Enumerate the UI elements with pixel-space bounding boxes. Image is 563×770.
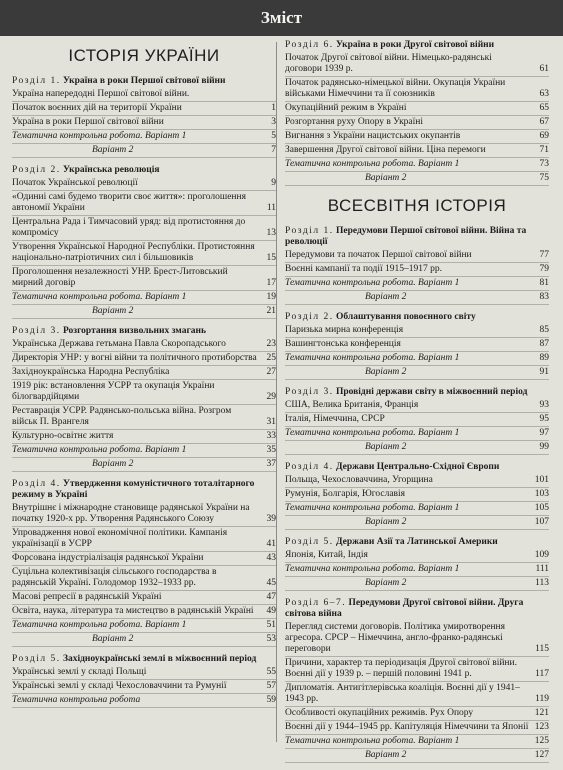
toc-entry[interactable] [12, 177, 276, 191]
toc-entry-title: «Одиниі самі будемо творити своє життя»: проголошення автономії України [12, 192, 246, 213]
chapter-number: Розділ 2. [285, 312, 334, 322]
toc-entry-title: Тематична контрольна робота. Варіант 1 [285, 353, 460, 363]
toc-entry-title: Варіант 2 [365, 173, 407, 183]
toc-entry-title: Реставрація УСРР. Радянсько-польська війна. Розгром військ П. Врангеля [12, 406, 232, 427]
chapter [285, 226, 549, 305]
toc-entry[interactable] [285, 735, 549, 749]
toc-entry-page: 107 [534, 517, 549, 527]
toc-entry[interactable] [12, 102, 276, 116]
toc-entry-page: 95 [539, 414, 549, 424]
toc-entry[interactable] [285, 324, 549, 338]
toc-entry-page: 71 [539, 145, 549, 155]
toc-entry-title: Варіант 2 [365, 578, 407, 588]
toc-entry[interactable] [285, 502, 549, 516]
toc-entry[interactable] [12, 352, 276, 366]
chapter-heading [285, 312, 549, 323]
toc-entry[interactable] [12, 291, 276, 305]
toc-entry-title: Тематична контрольна робота. Варіант 1 [12, 131, 187, 141]
toc-entry[interactable] [285, 657, 549, 682]
toc-entry-page: 23 [266, 339, 276, 349]
chapter [285, 40, 549, 186]
toc-entry-page: 31 [266, 417, 276, 427]
toc-entry-page: 75 [539, 173, 549, 183]
toc-entry-page: 29 [266, 392, 276, 402]
chapter-number: Розділ 5. [285, 537, 334, 547]
toc-entry-title: Вигнання з України нацистських окупантів [285, 131, 461, 141]
toc-entry-title: Тематична контрольна робота [12, 695, 141, 705]
toc-entry-title: Дипломатія. Антигітлерівська коаліція. Воєнні дії у 1941–1943 рр. [285, 683, 520, 704]
toc-entry-page: 21 [266, 306, 276, 316]
toc-entry-page: 73 [539, 159, 549, 169]
chapter-heading [285, 226, 549, 248]
toc-entry[interactable] [285, 277, 549, 291]
chapter-heading [285, 598, 549, 620]
toc-entry[interactable] [285, 516, 549, 530]
toc-entry[interactable] [12, 605, 276, 619]
toc-entry[interactable] [285, 144, 549, 158]
chapter-heading [12, 654, 276, 665]
toc-entry-page: 39 [266, 514, 276, 524]
toc-entry-title: Тематична контрольна робота. Варіант 1 [285, 503, 460, 513]
chapter-heading [12, 76, 276, 87]
toc-entry[interactable] [12, 338, 276, 352]
toc-entry[interactable] [285, 338, 549, 352]
toc-entry[interactable] [285, 172, 549, 186]
toc-entry-page: 111 [535, 564, 549, 574]
toc-entry-title: Паризька мирна конференція [285, 325, 404, 335]
chapter-title: Передумови Першої світової війни. Війна та революції [285, 226, 527, 247]
toc-entry[interactable] [12, 305, 276, 319]
toc-entry-page: 59 [266, 695, 276, 705]
toc-entry-title: Початок радянсько-німецької війни. Окупація України військами Німеччини та її союзників [285, 78, 506, 99]
toc-entry-title: Українська Держава гетьмана Павла Скоропадського [12, 339, 226, 349]
toc-entry-page: 109 [534, 550, 549, 560]
toc-entry-page: 9 [271, 178, 276, 188]
toc-entry-title: Тематична контрольна робота. Варіант 1 [285, 564, 460, 574]
toc-entry[interactable] [285, 682, 549, 707]
toc-entry-title: Проголошення незалежності УНР. Брест-Литовський мирний договір [12, 267, 228, 288]
toc-entry-page: 77 [539, 250, 549, 260]
toc-entry[interactable] [12, 241, 276, 266]
toc-entry-title: Україна в роки Першої світової війни [12, 117, 164, 127]
column-divider [276, 42, 277, 742]
toc-entry-title: США, Велика Британія, Франція [285, 400, 419, 410]
toc-entry-page: 79 [539, 264, 549, 274]
toc-entry-title: Варіант 2 [365, 442, 407, 452]
toc-entry[interactable] [285, 249, 549, 263]
toc-entry-page: 101 [534, 475, 549, 485]
chapter-number: Розділ 1. [285, 226, 334, 236]
toc-entry[interactable] [12, 130, 276, 144]
toc-entry-title: Тематична контрольна робота. Варіант 1 [285, 159, 460, 169]
toc-entry-title: Західноукраїнська Народна Республіка [12, 367, 170, 377]
chapter-title: Передумови Другої світової війни. Друга світова війна [285, 598, 524, 619]
chapter-number: Розділ 5. [12, 654, 61, 664]
toc-entry-page: 105 [534, 503, 549, 513]
toc-entry-title: Україна напередодні Першої світової війни. [12, 89, 190, 99]
toc-entry-title: Варіант 2 [92, 306, 134, 316]
toc-entry-page: 37 [266, 459, 276, 469]
toc-entry-page: 91 [539, 367, 549, 377]
toc-entry-title: Тематична контрольна робота. Варіант 1 [12, 292, 187, 302]
toc-entry[interactable] [12, 430, 276, 444]
page-header [0, 0, 563, 36]
toc-entry-title: Внутрішнє і міжнародне становище радянської України на початку 1920-х рр. Утворення Радянського Союзу [12, 503, 250, 524]
toc-entry-title: Культурно-освітнє життя [12, 431, 114, 441]
toc-entry-title: Тематична контрольна робота. Варіант 1 [285, 278, 460, 288]
chapter [285, 537, 549, 591]
toc-entry-title: Вашингтонська конференція [285, 339, 401, 349]
toc-entry-page: 115 [535, 644, 549, 654]
toc-entry[interactable] [12, 405, 276, 430]
toc-entry-page: 53 [266, 634, 276, 644]
toc-entry[interactable] [285, 707, 549, 721]
toc-entry-page: 35 [266, 445, 276, 455]
toc-entry[interactable] [12, 502, 276, 527]
right-column [285, 40, 549, 770]
chapter-heading [285, 387, 549, 398]
chapter-heading [285, 462, 549, 473]
toc-entry[interactable] [285, 263, 549, 277]
toc-entry[interactable] [12, 591, 276, 605]
chapter-title: Розгортання визвольних змагань [62, 326, 207, 336]
toc-entry[interactable] [12, 88, 276, 102]
toc-entry[interactable] [12, 380, 276, 405]
toc-entry-title: Варіант 2 [92, 459, 134, 469]
toc-entry-page: 57 [266, 681, 276, 691]
toc-entry[interactable] [12, 444, 276, 458]
toc-entry-page: 93 [539, 400, 549, 410]
toc-entry-title: Центральна Рада і Тимчасовий уряд: від протистояння до компромісу [12, 217, 246, 238]
toc-entry[interactable] [12, 144, 276, 158]
toc-entry[interactable] [285, 563, 549, 577]
toc-entry-page: 3 [271, 117, 276, 127]
toc-entry-page: 25 [266, 353, 276, 363]
chapter-number: Розділ 4. [285, 462, 334, 472]
chapter-title: Українська революція [62, 165, 160, 175]
toc-entry-title: Варіант 2 [92, 634, 134, 644]
chapter-title: Україна в роки Першої світової війни [62, 76, 226, 86]
toc-entry-page: 97 [539, 428, 549, 438]
toc-entry-page: 65 [539, 103, 549, 113]
toc-entry-page: 69 [539, 131, 549, 141]
section-heading-history-ukraine: ІСТОРІЯ УКРАЇНИ [68, 46, 220, 65]
toc-entry[interactable] [12, 458, 276, 472]
toc-entry-title: Українські землі у складі Чехословаччини та Румунії [12, 681, 227, 691]
toc-entry-page: 47 [266, 592, 276, 602]
toc-entry-page: 13 [266, 228, 276, 238]
toc-entry-page: 113 [535, 578, 549, 588]
toc-entry[interactable] [285, 441, 549, 455]
toc-entry-page: 125 [534, 736, 549, 746]
toc-entry-page: 45 [266, 578, 276, 588]
toc-entry-page: 43 [266, 553, 276, 563]
toc-entry-title: Окупаційний режим в Україні [285, 103, 407, 113]
toc-entry-title: Початок воєнних дій на території України [12, 103, 182, 113]
toc-entry[interactable] [12, 694, 276, 708]
toc-entry[interactable] [12, 633, 276, 647]
toc-entry[interactable] [285, 366, 549, 380]
toc-entry[interactable] [285, 130, 549, 144]
toc-entry-page: 117 [535, 669, 549, 679]
toc-entry-title: Варіант 2 [92, 145, 134, 155]
chapter-number: Розділ 4. [12, 479, 61, 489]
toc-entry-title: Тематична контрольна робота. Варіант 1 [285, 736, 460, 746]
chapter [12, 654, 276, 708]
chapter-number: Розділ 6. [285, 40, 334, 50]
toc-entry-title: Початок Другої світової війни. Німецько-радянські договори 1939 р. [285, 53, 492, 74]
chapter-number: Розділ 3. [12, 326, 61, 336]
toc-entry-page: 67 [539, 117, 549, 127]
toc-entry[interactable] [12, 666, 276, 680]
toc-entry[interactable] [12, 552, 276, 566]
toc-entry[interactable] [285, 488, 549, 502]
toc-entry[interactable] [12, 116, 276, 130]
toc-entry[interactable] [285, 721, 549, 735]
toc-entry-title: Причини, характер та періодизація Другої світової війни. Воєнні дії у 1939 р. – першій половині 1941 р. [285, 658, 517, 679]
chapter-heading [285, 537, 549, 548]
toc-entry[interactable] [12, 619, 276, 633]
toc-entry-page: 85 [539, 325, 549, 335]
toc-entry[interactable] [285, 427, 549, 441]
toc-entry[interactable] [12, 191, 276, 216]
toc-entry-title: Особливості окупаційних режимів. Рух Опору [285, 708, 474, 718]
toc-entry-title: Розгортання руху Опору в Україні [285, 117, 424, 127]
toc-entry-page: 19 [266, 292, 276, 302]
toc-entry-page: 5 [271, 131, 276, 141]
toc-entry-page: 11 [266, 203, 276, 213]
chapter [12, 165, 276, 319]
toc-entry[interactable] [285, 291, 549, 305]
toc-entry-page: 103 [534, 489, 549, 499]
toc-entry[interactable] [12, 527, 276, 552]
chapter-number: Розділ 6–7. [285, 598, 347, 608]
toc-entry-title: Форсована індустріалізація радянської України [12, 553, 204, 563]
toc-entry-title: Варіант 2 [365, 367, 407, 377]
toc-entry[interactable] [285, 77, 549, 102]
toc-entry-title: Упровадження нової економічної політики. Кампанія українізації в УСРР [12, 528, 228, 549]
toc-entry-page: 83 [539, 292, 549, 302]
toc-entry[interactable] [285, 102, 549, 116]
toc-entry-title: Варіант 2 [365, 517, 407, 527]
chapter [285, 387, 549, 455]
chapter-heading [285, 40, 549, 51]
toc-entry-title: Освіта, наука, література та мистецтво в радянській Україні [12, 606, 254, 616]
toc-entry-page: 87 [539, 339, 549, 349]
section-heading-world-history: ВСЕСВІТНЯ ІСТОРІЯ [327, 196, 507, 215]
right-chapters [285, 226, 549, 763]
toc-entry[interactable] [285, 413, 549, 427]
toc-entry[interactable] [285, 577, 549, 591]
chapter [285, 312, 549, 380]
toc-entry-page: 81 [539, 278, 549, 288]
toc-entry-page: 1 [271, 103, 276, 113]
toc-entry[interactable] [285, 399, 549, 413]
toc-entry-page: 7 [271, 145, 276, 155]
toc-entry-title: Варіант 2 [365, 750, 407, 760]
toc-entry[interactable] [285, 549, 549, 563]
toc-entry-title: Тематична контрольна робота. Варіант 1 [12, 445, 187, 455]
toc-entry-title: Польща, Чехословаччина, Угорщина [285, 475, 433, 485]
toc-entry[interactable] [285, 621, 549, 657]
chapter-title: Провідні держави світу в міжвоєнний період [335, 387, 528, 397]
toc-entry-page: 63 [539, 89, 549, 99]
toc-entry-title: Завершення Другої світової війни. Ціна перемоги [285, 145, 486, 155]
toc-entry[interactable] [12, 566, 276, 591]
toc-entry[interactable] [285, 52, 549, 77]
toc-entry-title: Італія, Німеччина, СРСР [285, 414, 385, 424]
toc-entry-page: 127 [534, 750, 549, 760]
left-column [12, 40, 276, 715]
toc-entry[interactable] [12, 216, 276, 241]
chapter [285, 598, 549, 763]
chapter-heading [12, 165, 276, 176]
toc-entry-page: 99 [539, 442, 549, 452]
toc-entry-title: Суцільна колективізація сільського господарства в радянській Україні. Голодомор 1932–1933 рр. [12, 567, 217, 588]
toc-entry[interactable] [285, 116, 549, 130]
chapter-heading [12, 326, 276, 337]
chapter [12, 479, 276, 647]
toc-entry-page: 119 [535, 694, 549, 704]
toc-entry[interactable] [12, 266, 276, 291]
toc-entry-title: Перегляд системи договорів. Політика умиротворення агресора. СРСР – Німеччина, англо-франко-радянські переговори [285, 622, 506, 654]
left-chapters [12, 76, 276, 708]
chapter-number: Розділ 1. [12, 76, 61, 86]
toc-entry-title: Масові репресії в радянській Україні [12, 592, 162, 602]
chapter [285, 462, 549, 530]
toc-entry[interactable] [285, 749, 549, 763]
toc-entry-page: 41 [266, 539, 276, 549]
chapter [12, 326, 276, 472]
toc-entry-title: Утворення Української Народної Республіки. Протистояння національно-патріотичних сил і більшовиків [12, 242, 255, 263]
toc-entry-page: 61 [539, 64, 549, 74]
chapter-heading [12, 479, 276, 501]
toc-entry-page: 15 [266, 253, 276, 263]
chapter-title: Держави Азії та Латинської Америки [335, 537, 498, 547]
toc-entry-page: 123 [534, 722, 549, 732]
toc-entry-page: 27 [266, 367, 276, 377]
toc-entry[interactable] [285, 474, 549, 488]
toc-entry-title: Румунія, Болгарія, Югославія [285, 489, 406, 499]
chapter [12, 76, 276, 158]
toc-entry-title: 1919 рік: встановлення УСРР та окупація України білогвардійцями [12, 381, 215, 402]
chapter-title: Утвердження комуністичного тоталітарного режиму в Україні [12, 479, 255, 500]
toc-entry-title: Воєнні кампанії та події 1915–1917 рр. [285, 264, 442, 274]
toc-entry[interactable] [285, 352, 549, 366]
toc-entry-page: 89 [539, 353, 549, 363]
toc-entry[interactable] [12, 366, 276, 380]
toc-entry-page: 49 [266, 606, 276, 616]
chapter-title: Україна в роки Другої світової війни [335, 40, 495, 50]
toc-entry-title: Тематична контрольна робота. Варіант 1 [12, 620, 187, 630]
toc-entry[interactable] [285, 158, 549, 172]
toc-entry-page: 121 [534, 708, 549, 718]
toc-entry-title: Директорія УНР: у вогні війни та політичного протиборства [12, 353, 257, 363]
chapter-title: Західноукраїнські землі в міжвоєнний період [62, 654, 257, 664]
toc-entry-page: 55 [266, 667, 276, 677]
toc-entry-title: Тематична контрольна робота. Варіант 1 [285, 428, 460, 438]
toc-entry-title: Передумови та початок Першої світової війни [285, 250, 472, 260]
right-chapters-top [285, 40, 549, 186]
toc-entry-page: 51 [266, 620, 276, 630]
page-title: Зміст [260, 8, 303, 27]
chapter-number: Розділ 3. [285, 387, 334, 397]
toc-entry-title: Японія, Китай, Індія [285, 550, 368, 560]
toc-entry-page: 33 [266, 431, 276, 441]
toc-entry-title: Варіант 2 [365, 292, 407, 302]
toc-entry-title: Воєнні дії у 1944–1945 рр. Капітуляція Німеччини та Японії [285, 722, 529, 732]
toc-entry[interactable] [12, 680, 276, 694]
toc-entry-title: Українські землі у складі Польщі [12, 667, 147, 677]
chapter-title: Держави Центрально-Східної Європи [335, 462, 500, 472]
toc-entry-title: Початок Української революції [12, 178, 138, 188]
chapter-title: Облаштування повоєнного світу [335, 312, 476, 322]
chapter-number: Розділ 2. [12, 165, 61, 175]
toc-entry-page: 17 [266, 278, 276, 288]
